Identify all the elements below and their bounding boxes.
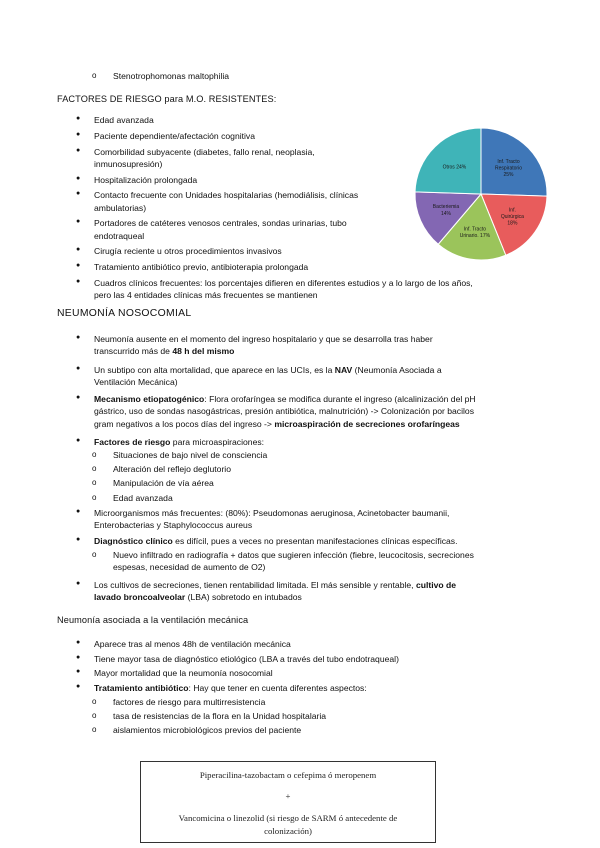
list-item: Hospitalización prolongada — [94, 174, 198, 185]
text-line: Neumonía ausente en el momento del ingreso hospitalario y que se desarrolla tras haber — [94, 334, 433, 344]
text-line: Ventilación Mecánica) — [94, 377, 178, 388]
sub-list-item: Edad avanzada — [113, 492, 173, 503]
bullet: ● — [76, 437, 81, 444]
list-item: Tratamiento antibiótico: Hay que tener en cuenta diferentes aspectos: — [94, 683, 367, 693]
pie-slice-label: 25% — [503, 172, 514, 178]
sub-bullet: o — [92, 464, 97, 474]
pie-slice — [415, 128, 481, 194]
list-item: Cuadros clínicos frecuentes: los porcentajes difieren en diferentes estudios y a lo largo de los años, — [94, 278, 473, 288]
treatment-line: Piperacilina-tazobactam o cefepima ó meropenem — [199, 770, 377, 780]
pie-slice-label: 18% — [507, 220, 518, 227]
sub-list-item: Manipulación de vía aérea — [113, 478, 214, 489]
text-line: gástrico, uso de sondas nasogástricas, presión antibiótica, malnutrición) -> Colonización por bacilos — [94, 406, 474, 417]
list-item: Stenotrophomonas maltophilia — [113, 71, 230, 81]
list-item: Comorbilidad subyacente (diabetes, fallo renal, neoplasia, — [94, 146, 315, 157]
text-line: transcurrido más de 48 h del mismo — [94, 346, 235, 357]
text-line: Mecanismo etiopatogénico: Flora orofaríngea se modifica durante el ingreso (alcalinización del pH — [94, 394, 476, 404]
list-item: Edad avanzada — [94, 115, 154, 125]
bullet: ● — [76, 580, 81, 587]
section-heading: FACTORES DE RIESGO para M.O. RESISTENTES: — [57, 94, 277, 104]
sub-bullet: o — [92, 450, 97, 459]
list-item: ambulatorias) — [94, 202, 147, 213]
sub-bullet: o — [92, 725, 97, 735]
pie-slice-label: Quirúrgica — [500, 213, 524, 220]
sub-bullet: o — [92, 492, 97, 502]
sub-list-item: aislamientos microbiológicos previos del paciente — [113, 725, 302, 736]
bullet: ● — [76, 683, 81, 690]
list-item: Contacto frecuente con Unidades hospitalarias (hemodiálisis, clínicas — [94, 190, 359, 201]
list-item: Portadores de catéteres venosos centrales, sondas urinarias, tubo — [94, 218, 347, 229]
bullet: ● — [76, 639, 81, 646]
text-line: Nuevo infiltrado en radiografía + datos que sugieren infección (fiebre, leucocitosis, secreciones — [113, 550, 474, 560]
list-item: Tratamiento antibiótico previo, antibioterapia prolongada — [94, 262, 309, 273]
list-item: inmunosupresión) — [94, 158, 163, 169]
clinical-infection-pie-chart — [413, 126, 549, 262]
sub-bullet: o — [92, 71, 97, 80]
bullet: ● — [76, 508, 81, 515]
pie-slice-label: Inf. Tracto — [497, 158, 520, 165]
bullet: ● — [76, 146, 81, 154]
text-line: espesas, necesidad de aumento de O2) — [113, 562, 266, 573]
text-line: Los cultivos de secreciones, tienen rentabilidad limitada. El más sensible y rentable, cultivo de — [94, 580, 457, 590]
sub-list-item: tasa de resistencias de la flora en la Unidad hospitalaria — [113, 711, 327, 722]
bullet: ● — [76, 653, 81, 661]
section-heading: Neumonía asociada a la ventilación mecánica — [57, 615, 249, 625]
list-item: Factores de riesgo para microaspiraciones: — [94, 437, 265, 447]
list-item — [94, 507, 449, 532]
text-line: lavado broncoalveolar (LBA) sobretodo en intubados — [94, 592, 302, 603]
bullet: ● — [76, 246, 81, 254]
pie-slice-label: Respiratorio — [495, 165, 522, 172]
list-item: Cirugía reciente u otros procedimientos invasivos — [94, 246, 282, 257]
sub-bullet: o — [92, 711, 97, 721]
sub-list-item: Situaciones de bajo nivel de consciencia — [113, 450, 268, 460]
bullet: ● — [76, 174, 81, 182]
bullet: ● — [76, 218, 81, 226]
treatment-box — [140, 761, 436, 843]
list-item: Diagnóstico clínico es difícil, pues a veces no presentan manifestaciones clínicas específicas. — [94, 536, 458, 546]
sub-bullet: o — [92, 697, 97, 706]
sub-list-item: Alteración del reflejo deglutorio — [113, 464, 231, 475]
bullet: ● — [76, 334, 81, 341]
bullet: ● — [76, 115, 81, 122]
list-item: Tiene mayor tasa de diagnóstico etiológico (LBA a través del tubo endotraqueal) — [94, 653, 399, 664]
list-item: Paciente dependiente/afectación cognitiva — [94, 130, 256, 141]
list-item: pero las 4 entidades clínicas más frecuentes se mantienen — [94, 290, 318, 301]
list-item: Aparece tras al menos 48h de ventilación mecánica — [94, 639, 291, 649]
text-line: Enterobacterias y Staphylococcus aureus — [94, 520, 253, 531]
pie-slice-label: 14% — [440, 210, 452, 217]
pie-slice-label: Otros 24% — [442, 164, 467, 171]
list-item — [94, 333, 433, 358]
bullet: ● — [76, 668, 81, 675]
pie-slice-label: Inf. — [508, 207, 516, 214]
bullet: ● — [76, 262, 81, 270]
bullet: ● — [76, 278, 81, 285]
bullet: ● — [76, 394, 81, 401]
sub-bullet: o — [92, 550, 97, 559]
treatment-line: Vancomicina o linezolid (si riesgo de SARM ó antecedente de — [178, 813, 398, 823]
sub-bullet: o — [92, 478, 97, 488]
treatment-plus: + — [285, 791, 291, 801]
text-line: Un subtipo con alta mortalidad, que aparece en las UCIs, es la NAV (Neumonía Asociada a — [94, 365, 442, 375]
sub-list-item: factores de riesgo para multirresistencia — [113, 697, 266, 707]
bullet: ● — [76, 190, 81, 198]
pie-slice-label: Inf. Tracto — [463, 226, 487, 233]
pie-slice-label: Urinario. 17% — [459, 233, 491, 240]
bullet: ● — [76, 130, 81, 138]
section-heading: NEUMONÍA NOSOCOMIAL — [57, 308, 192, 319]
list-item — [94, 393, 476, 430]
list-item — [113, 549, 474, 574]
list-item — [94, 579, 456, 604]
pie-slice-label: Bacteriemia — [432, 204, 460, 211]
list-item — [94, 364, 442, 389]
list-item: Mayor mortalidad que la neumonía nosocomial — [94, 668, 273, 678]
text-line: Microorganismos más frecuentes: (80%): Pseudomonas aeruginosa, Acinetobacter baumanii, — [94, 508, 450, 518]
bullet: ● — [76, 365, 81, 372]
text-line: gram negativos a los pocos días del ingreso -> microaspiración de secreciones orofaríngeas — [94, 418, 460, 429]
list-item: endotraqueal — [94, 230, 145, 241]
treatment-line: colonización) — [264, 826, 312, 836]
bullet: ● — [76, 536, 81, 543]
